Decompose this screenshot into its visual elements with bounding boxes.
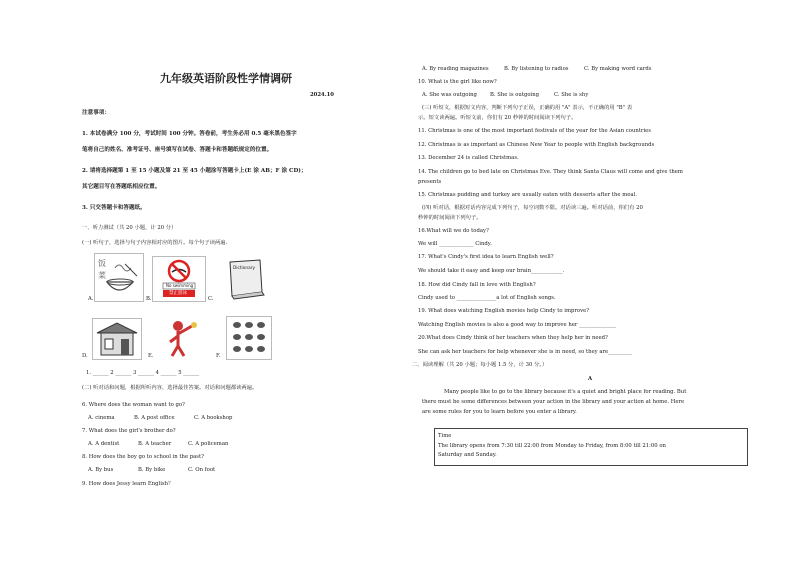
svg-text:饭: 饭 <box>98 259 106 268</box>
exam-date: 2024.10 <box>310 92 334 98</box>
library-time-box <box>434 428 748 466</box>
statement-14b: presents <box>418 179 442 185</box>
notice-2: 2. 请将选择题第 1 至 15 小题及第 21 至 45 小题涂写答题卡上(E 涂 AB；F 涂 CD)； <box>82 168 307 174</box>
notice-2b: 其它题目写在答题纸相应位置。 <box>82 184 161 190</box>
statement-12: 12. Christmas is as important as Chinese New Year to people with English backgrounds <box>418 142 655 148</box>
question-7: 7. What does the girl's brother do? <box>82 428 176 434</box>
notice-1b: 笔将自己的姓名、准考证号、座号填写在试卷、答题卡和答题纸规定的位置。 <box>82 147 273 153</box>
part-2-instructions: (二) 听对话和问题，根据所听内容，选择最佳答案。对话和问题都读两遍。 <box>82 385 258 391</box>
statement-14: 14. The children go to bed late on Christmas Eve. They think Santa Claus will come and give them <box>418 169 683 175</box>
passage-line-3: are some rules for you to learn before you enter a library. <box>422 409 577 415</box>
svg-text:菜: 菜 <box>98 271 106 280</box>
q10-option-c: C. She is shy <box>554 92 589 98</box>
pic-label-b: B. <box>146 296 152 302</box>
part-4-instructions-b: 秒钟的时间阅读下列句子。 <box>418 215 482 221</box>
no-swimming-sign-icon <box>152 256 206 302</box>
statement-15: 15. Christmas pudding and turkey are usually eaten with desserts after the meal. <box>418 192 637 198</box>
question-18: 18. How did Cindy fall in love with English? <box>418 282 536 288</box>
box-title: Time <box>438 433 452 439</box>
answer-19: Watching English movies is also a good way to improve her ______________ <box>418 322 617 328</box>
pic-label-f: F. <box>216 353 221 359</box>
notice-3: 3. 只交答题卡和答题纸。 <box>82 205 146 211</box>
notice-1: 1. 本试卷满分 100 分，考试时间 100 分钟。答卷前，考生务必用 0.5 毫米黑色签字 <box>82 131 297 137</box>
passage-line-2: there must be some differences between your action in the library and your action at home. Here <box>422 399 685 405</box>
q9-option-a: A. By reading magazines <box>422 66 489 72</box>
question-9: 9. How does Jessy learn English？ <box>82 481 174 487</box>
question-19: 19. What does watching English movies help Cindy to improve? <box>418 308 590 314</box>
exam-title: 九年级英语阶段性学情调研 <box>160 72 292 85</box>
answer-17: We should take it easy and keep our brain____________. <box>418 268 565 274</box>
answer-20: She can ask her teachers for help whenever she is in need, so they are_________ <box>418 349 633 355</box>
passage-line-1: Many people like to go to the library because it's a quiet and bright place for reading. But <box>444 389 687 395</box>
question-10: 10. What is the girl like now? <box>418 79 497 85</box>
q6-option-a: A. cinema <box>88 415 115 421</box>
question-20: 20.What does Cindy think of her teachers when they help her in need? <box>418 335 608 341</box>
q9-option-c: C. By making word cards <box>584 66 652 72</box>
q6-option-c: C. A bookshop <box>194 415 233 421</box>
question-17: 17. What's Cindy's first idea to learn English well? <box>418 254 554 260</box>
part-1-instructions: (一) 听句子，选择与句子内容相对应的图片。每个句子读两遍. <box>82 240 228 246</box>
section-1-heading: 一、听力测试（共 20 小题，计 20 分） <box>82 225 177 231</box>
passage-a-label: A <box>588 376 593 382</box>
box-line-2: Saturday and Sunday. <box>438 452 497 458</box>
q8-option-a: A. By bus <box>88 467 114 473</box>
q8-option-c: C. On foot <box>188 467 216 473</box>
question-16: 16.What will we do today? <box>418 228 489 234</box>
pic-label-c: C. <box>208 296 214 302</box>
q6-option-b: B. A post office <box>134 415 175 421</box>
question-6: 6. Where does the woman want to go? <box>82 402 185 408</box>
q9-option-b: B. By listening to radios <box>504 66 569 72</box>
no-swimming-text: No swimming <box>166 283 194 288</box>
part-3-instructions-b: 示。短文读两遍。听短文前，你们有 20 秒钟的时间阅读下列句子。 <box>418 115 577 121</box>
no-swimming-cn-text: 禁止游泳 <box>169 291 187 296</box>
presenter-icon <box>154 318 210 358</box>
statement-13: 13. December 24 is called Christmas. <box>418 155 519 161</box>
q7-option-c: C. A policeman <box>188 441 229 447</box>
dictionary-text: Dictionary <box>233 266 256 271</box>
box-line-1: The library opens from 7:30 till 22:00 from Monday to Friday, from 8:00 till 21:00 on <box>438 443 666 449</box>
shop-icon <box>92 318 142 360</box>
answer-blanks: 1. ______ 2 ______ 3 ______ 4 ______ 5 ______ <box>86 370 200 376</box>
pic-label-d: D. <box>82 353 88 359</box>
dictionary-icon <box>224 258 268 300</box>
q7-option-a: A. A dentist <box>88 441 120 447</box>
part-3-instructions: (三) 听短文，根据短文内容，判断下列句子正误，正确的用 "A" 表示，不正确的用 "B" 表 <box>422 105 633 111</box>
q10-option-a: A. She was outgoing <box>422 92 477 98</box>
pic-label-a: A. <box>88 296 94 302</box>
pic-label-e: E. <box>148 353 154 359</box>
answer-18: Cindy used to _______________a lot of English songs. <box>418 295 556 301</box>
q10-option-b: B. She is outgoing <box>490 92 540 98</box>
section-2-heading: 二、阅读理解（共 20 小题；每小题 1.5 分，计 30 分。） <box>412 362 548 368</box>
question-8: 8. How does the boy go to school in the past? <box>82 454 204 460</box>
q7-option-b: B. A teacher <box>138 441 172 447</box>
part-4-instructions: (四) 听对话，根据对话内容完成下列句子，每空词数不限。对话读三遍。听对话前，你们有 20 <box>422 205 643 211</box>
notice-title: 注意事项： <box>82 110 110 116</box>
bowl-icon <box>94 253 144 302</box>
insects-icon <box>226 316 272 360</box>
q8-option-b: B. By bike <box>138 467 166 473</box>
statement-11: 11. Christmas is one of the most important festivals of the year for the Asian countries <box>418 128 651 134</box>
answer-16: We will _____________ Cindy. <box>418 241 492 247</box>
